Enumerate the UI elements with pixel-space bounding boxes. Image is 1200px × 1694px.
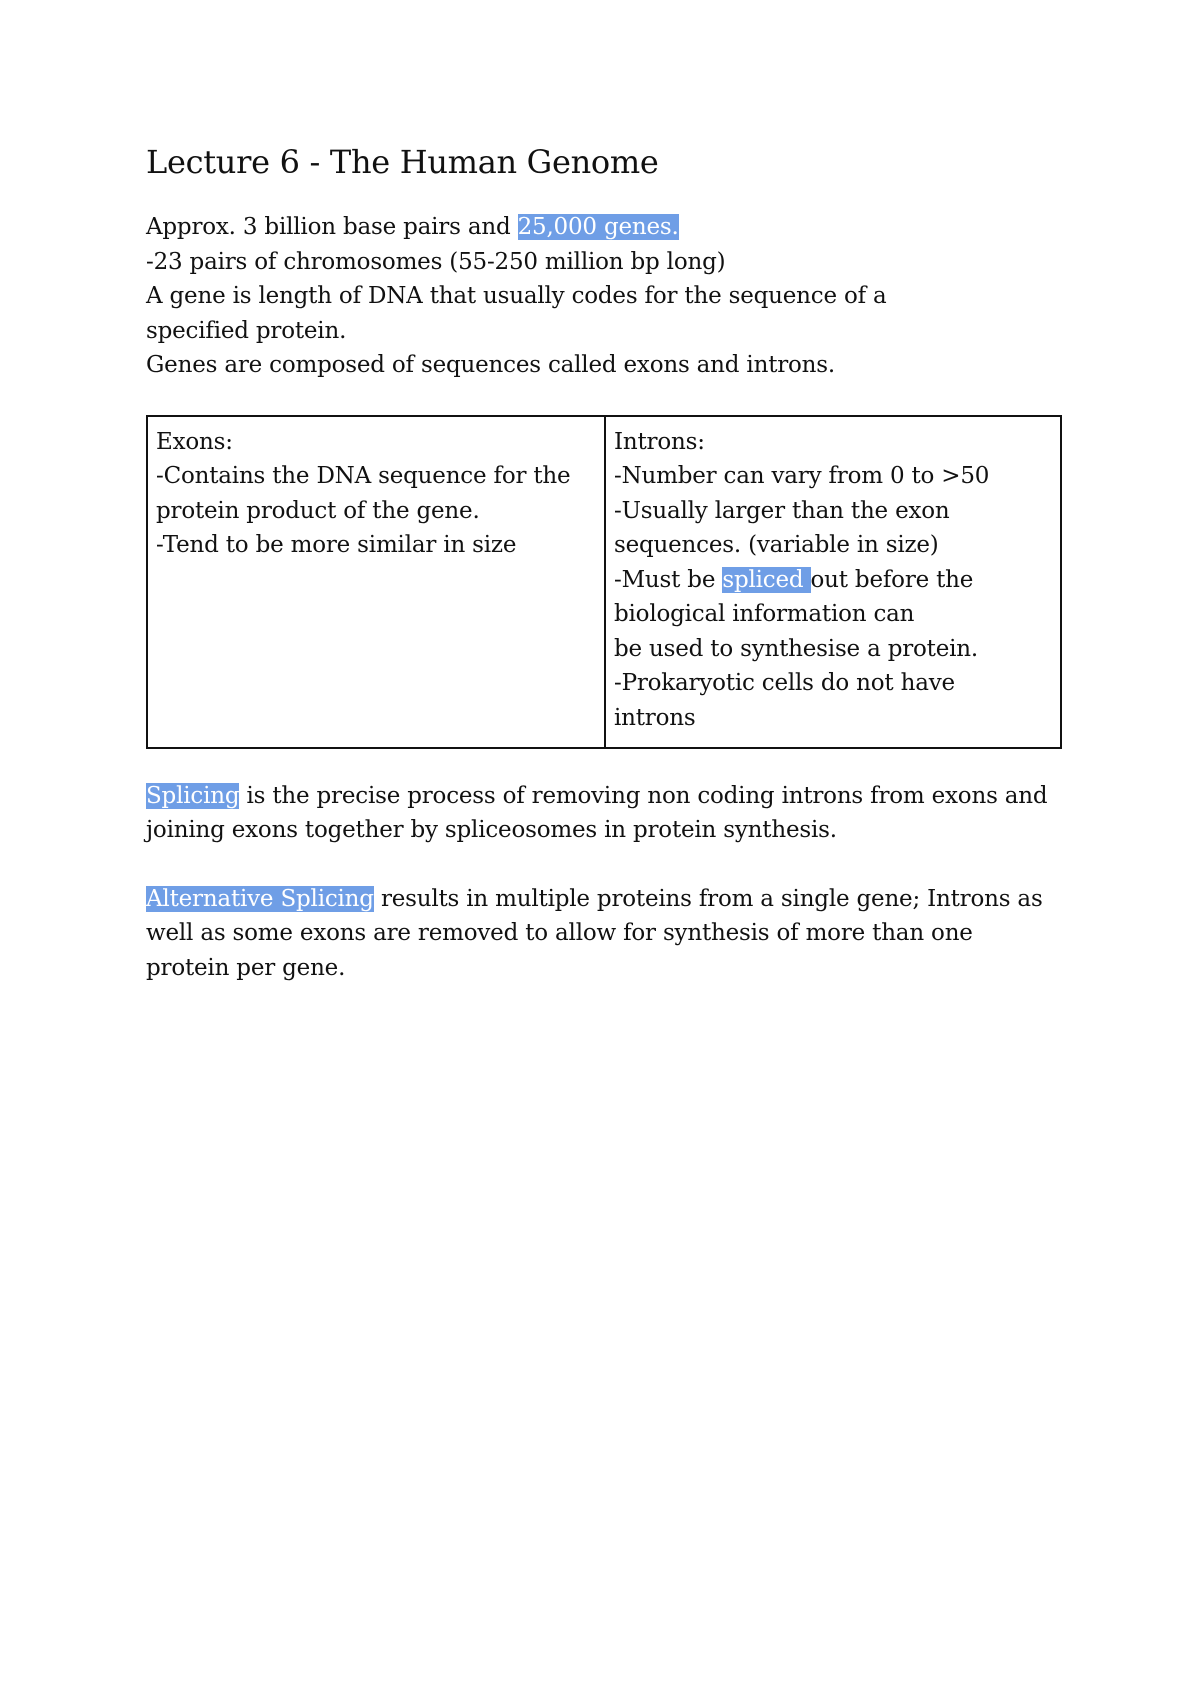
intro-line-1 xyxy=(146,210,1066,245)
introns-line-8: introns xyxy=(614,704,696,731)
introns-line-1: -Number can vary from 0 to >50 xyxy=(614,463,990,489)
alt-splicing-line-2: well as some exons are removed to allow for synthesis of more than one xyxy=(146,920,973,946)
document-title: Lecture 6 - The Human Genome xyxy=(146,143,659,181)
highlight-splicing: Splicing xyxy=(146,782,240,809)
splicing-line-1 xyxy=(146,779,1066,814)
exons-line-1: -Contains the DNA sequence for the xyxy=(156,463,571,489)
introns-line-2: -Usually larger than the exon xyxy=(614,497,950,524)
highlight-alternative-splicing: Alternative Splicing xyxy=(146,885,374,912)
exons-heading: Exons: xyxy=(156,428,233,455)
alt-splicing-line-1-text: results in multiple proteins from a single gene; Introns as xyxy=(373,885,1043,912)
exons-line-2: protein product of the gene. xyxy=(156,497,480,524)
introns-line-7: -Prokaryotic cells do not have xyxy=(614,670,955,696)
highlight-genes: 25,000 genes. xyxy=(517,214,679,240)
introns-heading: Introns: xyxy=(614,428,705,455)
introns-line-5: biological information can xyxy=(614,601,915,627)
exons-line-3: -Tend to be more similar in size xyxy=(156,532,517,558)
splicing-line-1-text: is the precise process of removing non coding introns from exons and xyxy=(239,782,1048,809)
exons-cell xyxy=(148,417,604,747)
intro-line-4: specified protein. xyxy=(146,317,347,344)
intro-section xyxy=(146,210,1066,383)
splicing-paragraph xyxy=(146,779,1066,848)
splicing-line-2: joining exons together by spliceosomes in protein synthesis. xyxy=(146,817,837,843)
introns-line-6: be used to synthesise a protein. xyxy=(614,635,978,662)
introns-line-4-prefix: -Must be xyxy=(614,566,723,593)
highlight-spliced: spliced xyxy=(722,566,811,593)
introns-line-3: sequences. (variable in size) xyxy=(614,532,939,558)
introns-line-4-suffix: out before the xyxy=(810,566,974,593)
exons-introns-table xyxy=(146,415,1062,749)
alt-splicing-line-3: protein per gene. xyxy=(146,954,346,981)
intro-line-3: A gene is length of DNA that usually codes for the sequence of a xyxy=(146,283,887,309)
alternative-splicing-paragraph xyxy=(146,882,1066,986)
intro-line-2: -23 pairs of chromosomes (55-250 million bp long) xyxy=(146,248,726,275)
document-page xyxy=(146,140,1066,985)
introns-line-4 xyxy=(614,563,1052,598)
introns-cell xyxy=(604,417,1060,747)
alt-splicing-line-1 xyxy=(146,882,1066,917)
intro-line-5: Genes are composed of sequences called exons and introns. xyxy=(146,352,836,378)
intro-line-1-text: Approx. 3 billion base pairs and xyxy=(146,214,518,240)
